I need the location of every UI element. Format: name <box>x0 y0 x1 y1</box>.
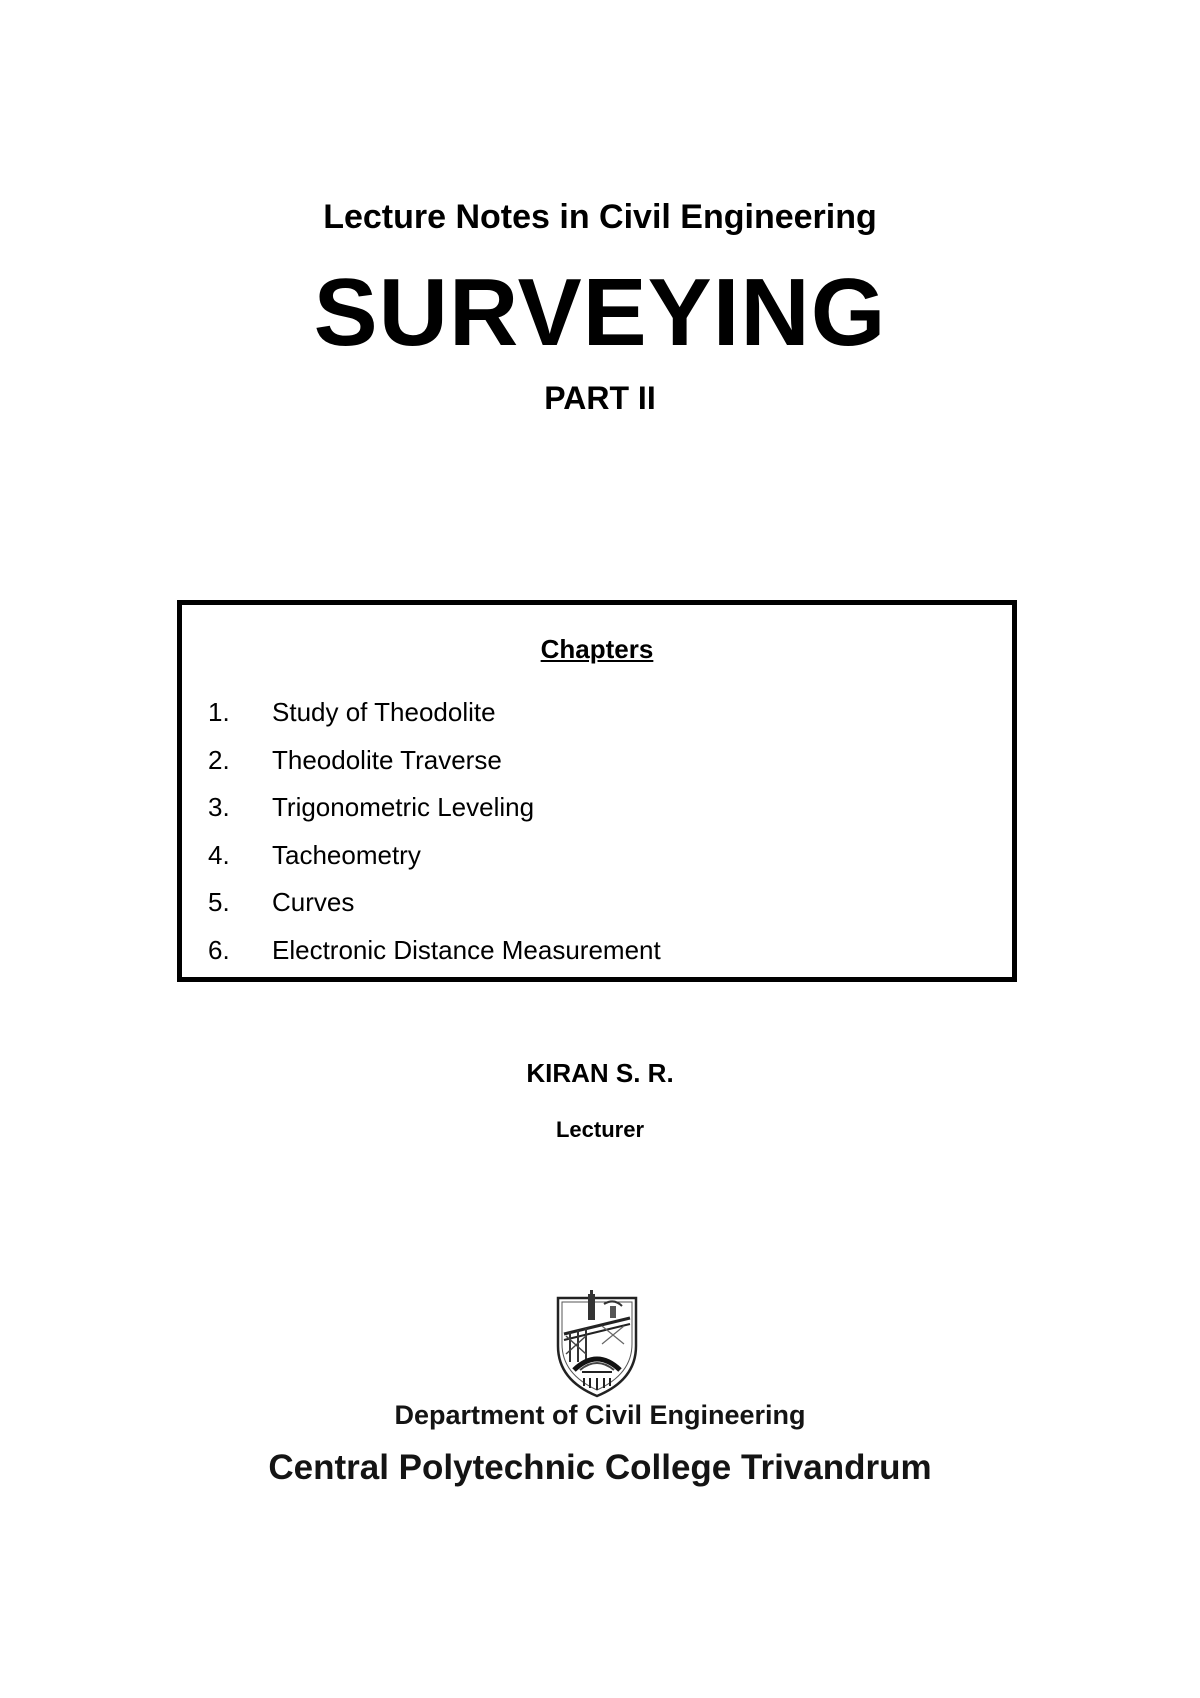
chapter-item <box>208 689 661 737</box>
chapter-number: 5. <box>208 887 230 918</box>
part-label: PART II <box>544 380 656 416</box>
chapter-number: 3. <box>208 792 230 823</box>
chapter-item <box>208 737 661 785</box>
chapter-title: Theodolite Traverse <box>272 744 502 775</box>
chapter-number: 1. <box>208 697 230 728</box>
chapter-title: Curves <box>272 887 355 918</box>
book-title: SURVEYING <box>313 259 887 366</box>
lecture-notes-subtitle: Lecture Notes in Civil Engineering <box>323 198 877 236</box>
college-name: Central Polytechnic College Trivandrum <box>268 1448 932 1487</box>
chapter-item <box>208 784 661 832</box>
chapter-number: 4. <box>208 839 230 870</box>
chapter-title: Electronic Distance Measurement <box>272 934 661 965</box>
chapters-heading: Chapters <box>540 634 654 664</box>
chapter-number: 2. <box>208 744 230 775</box>
chapter-number: 6. <box>208 934 230 965</box>
chapter-list <box>208 689 661 974</box>
chapter-item <box>208 832 661 880</box>
chapter-title: Tacheometry <box>272 839 421 870</box>
department-name: Department of Civil Engineering <box>394 1400 806 1430</box>
author-role: Lecturer <box>555 1117 645 1142</box>
chapter-title: Trigonometric Leveling <box>272 792 535 823</box>
chapter-item <box>208 879 661 927</box>
college-emblem-icon <box>552 1288 642 1400</box>
chapter-title: Study of Theodolite <box>272 697 496 728</box>
chapters-box <box>177 600 1017 982</box>
author-name: KIRAN S. R. <box>526 1058 674 1088</box>
chapter-item <box>208 927 661 975</box>
